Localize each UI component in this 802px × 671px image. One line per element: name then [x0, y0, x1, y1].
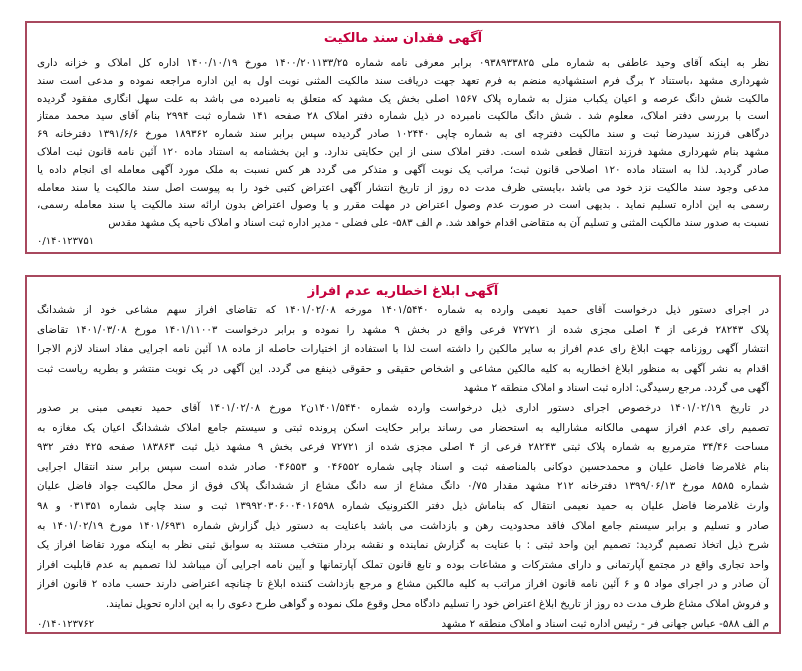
- text-line: نظر به اینکه آقای وحید عاطفی به شماره ملی ۰۹۳۸۹۳۳۸۲۵ برابر معرفی نامه شماره ۱۴۰۰/۲۰۱۱۳۳/۲۵ مورخ ۱۴۰۰/۱۰/۱۹ اداره کل املاک و خزانه داری: [37, 57, 769, 69]
- signature: م الف ۵۸۸- عباس جهانی فر - رئیس اداره ثبت اسناد و املاک منطقه ۲ مشهد: [441, 617, 769, 630]
- notice-code: ۰/۱۴۰۱۲۳۷۶۲: [37, 618, 95, 630]
- notice-non-partition-warning: [25, 275, 781, 634]
- notice-title: آگهی ابلاغ اخطاریه عدم افراز: [307, 284, 499, 299]
- text-line: است با بررسی دفتر املاک، معلوم شد . شش دانگ مالکیت نامبرده در ذیل شماره دفتر املاک ۲۸ صفحه ۱۴۱ شماره ثبت ۲۹۹۴ بنام آقای سید محمد ممتاز: [37, 110, 769, 123]
- text-line: درگاهی فرزند سیدرضا ثبت و سند مالکیت دفترچه ای به شماره چاپی ۱۰۲۴۴۰ صادر گردیده سپس برابر سند شماره ۱۸۹۳۶۲ مورخ ۱۳۹۱/۶/۶ دفترخانه ۶۹: [37, 128, 769, 141]
- text-line: نسبت به صدور سند مالکیت المثنی و تسلیم آن به متقاضی اقدام خواهد شد. م الف ۵۸۳- علی فضلی - مدیر اداره ثبت اسناد و املاک ناحیه یک مشهد مقدس: [108, 217, 769, 230]
- text-line: رسمی به این اداره تسلیم نماید . بدیهی است در صورت عدم وصول اعتراض در مهلت مقرر و یا وصول اعتراض بدون ارائه سند مالکیت یا سند معامله رسمی،: [37, 199, 769, 212]
- text-line: پلاک ۲۸۲۴۳ فرعی از ۴ اصلی مجزی شده از ۷۲۷۲۱ فرعی واقع در بخش ۹ مشهد را نموده و برابر درخواست ۱۴۰۱/۱۱۰۰۳ مورخ ۱۴۰۱/۰۳/۰۸ تقاضای: [37, 323, 769, 336]
- notice-body: [37, 301, 769, 634]
- text-line: شرح ذیل اتخاذ تصمیم گردید: تصمیم این واحد ثبتی : با عنایت به گزارش نماینده و نقشه بردار منتخب مستند به سوابق ثبتی نظر به اینکه مورد تقاضا افراز یک: [37, 539, 769, 552]
- text-line: صادر و تسلیم و برابر سیستم جامع املاک فاقد محدودیت رهن و بازداشت می باشد باعنایت به دستور ذیل گزارش شماره ۱۴۰۱/۶۹۳۱ مورخ ۱۴۰۱/۰۲/۱۹ به: [37, 519, 769, 532]
- text-line: تصمیم رای عدم افراز سهمی مالکانه مشارالیه به استحضار می رساند برابر حکایت اسکن پرونده ثبتی و سیستم جامع املاک ششدانگ اعیان یک مغازه به: [37, 421, 769, 434]
- text-line: صادر گردید. لذا به استناد ماده ۱۲۰ اصلاحی قانون ثبت؛ مراتب یک نوبت آگهی و متذکر می گردد هر کس نسبت به ملک مورد آگهی معامله ای انجام داده یا: [37, 163, 769, 176]
- notice-title: آگهی فقدان سند مالکیت: [323, 31, 483, 46]
- notice-code: ۰/۱۴۰۱۲۳۷۵۱: [37, 235, 95, 247]
- text-line: آگهی می گردد. مرجع رسیدگی: اداره ثبت اسناد و املاک منطقه ۲ مشهد: [463, 382, 769, 395]
- signature-row: [37, 615, 769, 635]
- text-line: شماره ۸۵۸۵ مورخ ۱۳۹۹/۰۶/۱۳ دفترخانه ۲۱۲ مشهد مقدار ۰/۷۵ دانگ مشاع از سه دانگ مشاع از ششدانگ پلاک فوق از محل مالکیت جواد فاضل علیان: [37, 480, 769, 493]
- text-line: مدعی وجود سند مالکیت نزد خود می باشد ،بایستی ظرف مدت ده روز از تاریخ انتشار آگهی اعتراض کتبی خود را به پیوست اصل سند مالکیت یا سند معامله: [37, 181, 769, 194]
- text-line: اقدام به نشر آگهی به منظور ابلاغ اخطاریه به کلیه مالکین مشاعی و اشخاص حقیقی و حقوقی ذینفع می گردد. این آگهی در یک نوبت منتشر و بطریه ریاست ثبت: [37, 362, 769, 375]
- text-line: مشهد بنام شهرداری مشهد فرزند انتقال قطعی شده است. دفتر املاک سنی از این حکایتی ندارد. و این بخشنامه به استناد ماده ۱۲۰ آئین نامه قانون ثبت املاک: [37, 145, 769, 158]
- text-line: وارث غلامرضا فاضل علیان به حمید نعیمی انتقال که بناماش ذیل دفتر الکترونیک شماره ۱۳۹۹۲۰۳۰۶۰۰۴۰۱۶۵۹۸ ثبت و سند چاپی شماره ۰۳۱۳۵۱ و ۹۸: [37, 499, 769, 512]
- text-line: در تاریخ ۱۴۰۱/۰۲/۱۹ درخصوص اجرای دستور اداری ذیل درخواست وارده شماره ۱۴۰۱/۵۴۴۰ن۲ مورخ ۱۴۰۱/۰۲/۰۸ آقای حمید نعیمی مبنی بر صدور: [37, 401, 769, 414]
- text-line: و فروش املاک مشاع ظرف مدت ده روز از تاریخ ابلاغ اعتراض خود را تسلیم دادگاه محل وقوع ملک نموده و گواهی طرح دعوی را به این اداره تحویل نمایند.: [105, 597, 769, 610]
- notice-lost-ownership-deed: [25, 21, 781, 254]
- text-line: مساحت ۳۴/۴۶ مترمربع به شماره پلاک ثبتی ۲۸۲۴۳ فرعی از ۴ اصلی مجزی شده از ۷۲۷۲۱ فرعی بخش ۹ مشهد ذیل ثبت ۱۸۳۸۶۳ صفحه ۴۲۵ دفتر ۹۳۲: [37, 441, 769, 454]
- text-line: انتشار آگهی روزنامه جهت ابلاغ رای عدم افراز به سایر مالکین را داشته است لذا با استفاده از اختیارات حاصله از ماده ۱۸ آئین نامه اجرایی مفاد اسناد لازم الاجرا: [37, 343, 769, 356]
- notice-body: [37, 55, 769, 251]
- text-line: بنام غلامرضا فاضل علیان و محمدحسین دوکانی بالمناصفه ثبت و اسناد چاپی شماره ۰۴۶۵۵۲ و ۰۴۶۵۵۳ صادر شده است سپس برابر سند انتقال اجرایی: [37, 460, 769, 473]
- text-line: واحد تجاری واقع در مجتمع آپارتمانی و دارای مشترکات و مشاعات بوده و تابع قانون تملک آپارتمانها و آیین نامه اجرایی آن میباشد لذا تصمیم به عدم قابلیت افراز: [37, 558, 769, 571]
- text-line: مالکیت شش دانگ عرصه و اعیان یکباب منزل به شماره پلاک ۱۵۶۷ اصلی بخش یک مشهد که متعلق به نامبرده می باشد به علت سهل انگاری مفقود گردیده: [37, 92, 769, 105]
- text-line: آن صادر و در اجرای مواد ۵ و ۶ آئین نامه قانون افراز مراتب به کلیه مالکین مشاع و مرجع بازداشت کننده ابلاغ تا چنانچه اعتراضی دارند حسب ماده ۲ قانون افراز: [37, 578, 769, 591]
- text-line: در اجرای دستور ذیل درخواست آقای حمید نعیمی وارده به شماره ۱۴۰۱/۵۴۴۰ مورخه ۱۴۰۱/۰۲/۰۸ که تقاضای افراز سهم مشاعی خود از ششدانگ: [37, 304, 769, 316]
- text-line: شهرداری مشهد ،باستناد ۲ برگ فرم استشهادیه منضم به فرم تعهد جهت دریافت سند مالکیت المثنی نوبت اول به این اداره مراجعه نموده و مدعی است سند: [37, 74, 769, 87]
